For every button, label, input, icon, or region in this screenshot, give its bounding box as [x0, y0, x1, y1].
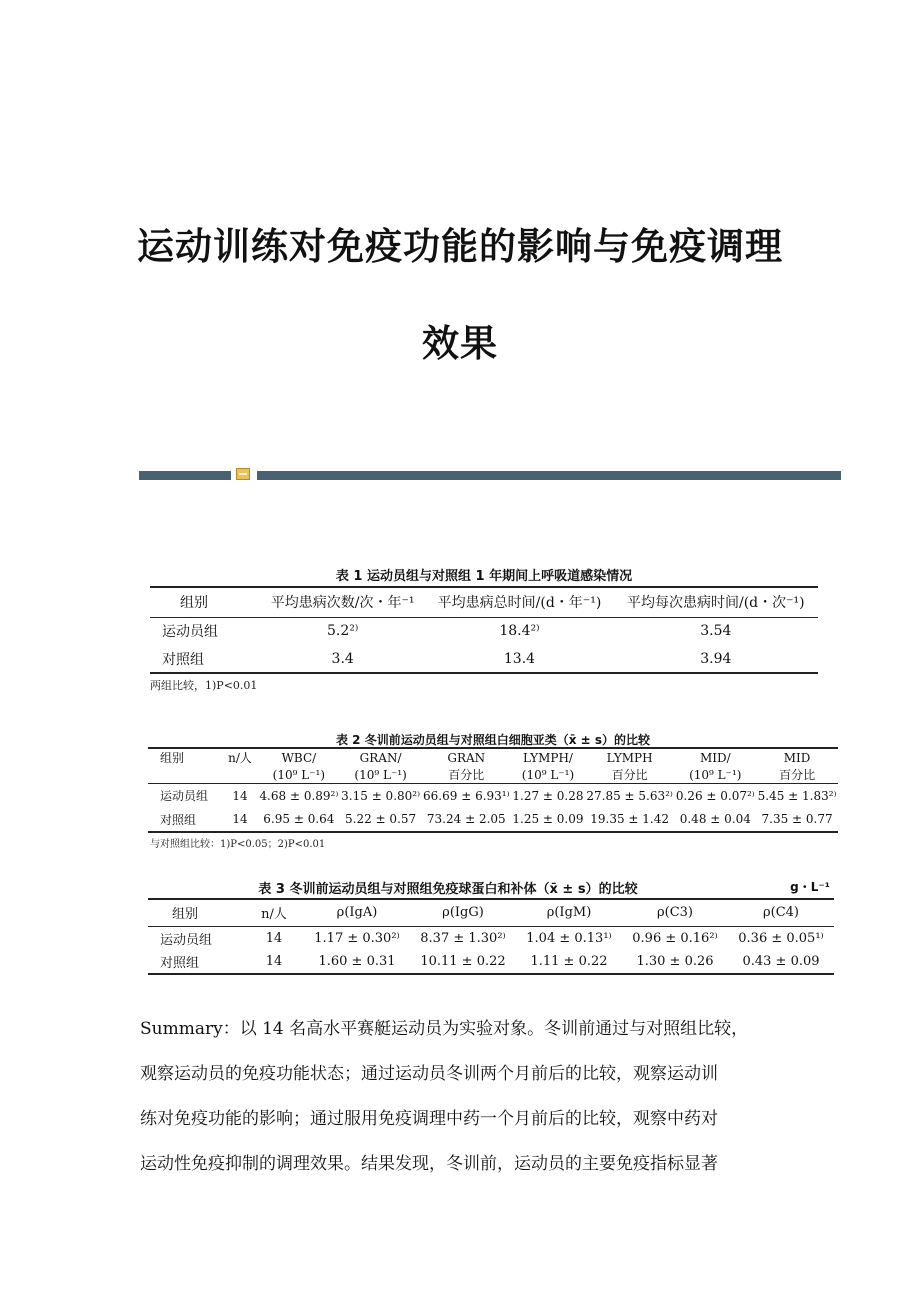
- table2-header: [148, 766, 222, 784]
- table3-cell: 10.11 ± 0.22: [420, 954, 506, 969]
- table2-header: (10⁹ L⁻¹): [272, 767, 326, 782]
- table2-cell: 3.15 ± 0.80²⁾: [341, 788, 421, 803]
- table2-cell: 19.35 ± 1.42: [590, 812, 669, 826]
- table3-cell: 对照组: [160, 956, 200, 971]
- table-row: [148, 926, 834, 950]
- table1: [150, 586, 818, 674]
- table2-caption: 表 2 冬训前运动员组与对照组白细胞亚类（x̄ ± s）的比较: [335, 733, 650, 747]
- table3-header: 组别: [172, 907, 199, 923]
- table2-cell: 1.27 ± 0.28: [512, 788, 584, 803]
- table1-cell: 对照组: [162, 651, 204, 668]
- table2-header: LYMPH/: [522, 750, 573, 765]
- table2-header: LYMPH: [606, 750, 653, 765]
- table3-cell: 运动员组: [160, 932, 213, 948]
- table2: [148, 747, 838, 833]
- table3-header: ρ(C3): [656, 905, 693, 921]
- table2-cell: 5.22 ± 0.57: [345, 812, 417, 826]
- table2-cell: 7.35 ± 0.77: [761, 812, 833, 826]
- table3-caption: 表 3 冬训前运动员组与对照组免疫球蛋白和补体（x̄ ± s）的比较: [258, 882, 638, 897]
- divider-right: [257, 471, 841, 480]
- table2-header: 组别: [160, 751, 185, 765]
- table-row: [148, 808, 838, 832]
- table3-header: ρ(IgG): [442, 905, 484, 921]
- summary-line: 练对免疫功能的影响；通过服用免疫调理中药一个月前后的比较，观察中药对: [140, 1109, 718, 1129]
- table2-header: (10⁹ L⁻¹): [521, 767, 575, 782]
- table1-cell: 13.4: [503, 650, 536, 667]
- divider-left: [139, 471, 231, 480]
- document-title-line-1: 运动训练对免疫功能的影响与免疫调理: [137, 225, 783, 268]
- table1-cell: 运动员组: [162, 624, 218, 641]
- table-row: [148, 784, 838, 808]
- table2-header: GRAN/: [359, 750, 402, 765]
- table2-header: 百分比: [779, 768, 816, 782]
- table-row: [148, 950, 834, 974]
- table2-header: MID/: [699, 750, 731, 765]
- divider-ornament-icon: [236, 468, 250, 480]
- table3-header: ρ(IgM): [546, 905, 592, 921]
- table2-header: MID: [783, 750, 811, 765]
- table2-header: (10⁹ L⁻¹): [689, 767, 742, 782]
- table2-cell: 6.95 ± 0.64: [263, 812, 335, 826]
- table2-header: 百分比: [448, 768, 485, 782]
- table3-cell: 1.04 ± 0.13¹⁾: [526, 930, 612, 946]
- table1-cell: 3.94: [700, 650, 732, 667]
- table2-cell: 1.25 ± 0.09: [512, 812, 584, 826]
- table2-cell: 66.69 ± 6.93¹⁾: [423, 788, 510, 803]
- table1-caption: 表 1 运动员组与对照组 1 年期间上呼吸道感染情况: [335, 569, 633, 584]
- table3-cell: 8.37 ± 1.30²⁾: [420, 930, 506, 946]
- table3-unit: g・L⁻¹: [790, 880, 830, 894]
- document-title-line-2: 效果: [422, 322, 498, 365]
- table1-cell: 3.4: [331, 650, 354, 667]
- table2-cell: 运动员组: [160, 789, 209, 804]
- table3-header: n/人: [261, 907, 287, 923]
- table2-cell: 对照组: [160, 812, 197, 827]
- table-row: [150, 645, 818, 673]
- table2-header: 百分比: [611, 768, 648, 782]
- table2-note: 与对照组比较：1)P<0.05；2)P<0.01: [150, 839, 326, 850]
- table1-cell: 18.4²⁾: [499, 623, 540, 640]
- table1-header: 组别: [180, 595, 208, 612]
- table1-header: 平均每次患病时间/(d・次⁻¹): [627, 595, 805, 612]
- table1-cell: 5.2²⁾: [327, 623, 359, 640]
- table3-cell: 0.96 ± 0.16²⁾: [632, 930, 718, 946]
- table2-cell: 27.85 ± 5.63²⁾: [586, 788, 673, 803]
- table2-header: n/人: [228, 751, 252, 765]
- table3-cell: 0.36 ± 0.05¹⁾: [738, 930, 824, 946]
- table2-header: GRAN: [447, 750, 486, 765]
- table3-header: ρ(C4): [762, 905, 799, 921]
- summary-line: 运动性免疫抑制的调理效果。结果发现，冬训前，运动员的主要免疫指标显著: [140, 1154, 718, 1174]
- table2-cell: 73.24 ± 2.05: [426, 812, 506, 826]
- table3-cell: 1.30 ± 0.26: [636, 954, 714, 969]
- table2-cell: 14: [232, 788, 248, 803]
- summary-line: Summary：以 14 名高水平赛艇运动员为实验对象。冬训前通过与对照组比较，: [140, 1019, 749, 1039]
- summary-line: 观察运动员的免疫功能状态；通过运动员冬训两个月前后的比较，观察运动训: [140, 1064, 718, 1084]
- table1-note: 两组比较，1)P<0.01: [150, 679, 258, 692]
- table3-header: ρ(IgA): [336, 905, 378, 921]
- table2-cell: 0.26 ± 0.07²⁾: [675, 788, 755, 803]
- table1-cell: 3.54: [700, 623, 732, 640]
- table1-header: 平均患病总时间/(d・年⁻¹): [437, 595, 602, 612]
- table2-cell: 4.68 ± 0.89²⁾: [259, 788, 339, 803]
- table2-cell: 5.45 ± 1.83²⁾: [757, 788, 837, 803]
- table2-cell: 0.48 ± 0.04: [679, 812, 751, 826]
- table3-cell: 0.43 ± 0.09: [742, 954, 820, 969]
- table2-header: (10⁹ L⁻¹): [354, 767, 407, 782]
- table-row: [150, 617, 818, 645]
- table1-header: 平均患病次数/次・年⁻¹: [270, 595, 415, 612]
- table3-cell: 1.60 ± 0.31: [318, 954, 396, 969]
- table3-cell: 14: [265, 930, 283, 946]
- table2-header: [222, 766, 258, 784]
- table2-header: WBC/: [281, 750, 317, 765]
- table3-cell: 1.17 ± 0.30²⁾: [314, 930, 400, 946]
- table3: [148, 898, 834, 975]
- table2-cell: 14: [232, 812, 248, 826]
- table3-cell: 14: [265, 954, 283, 969]
- table3-cell: 1.11 ± 0.22: [530, 954, 608, 969]
